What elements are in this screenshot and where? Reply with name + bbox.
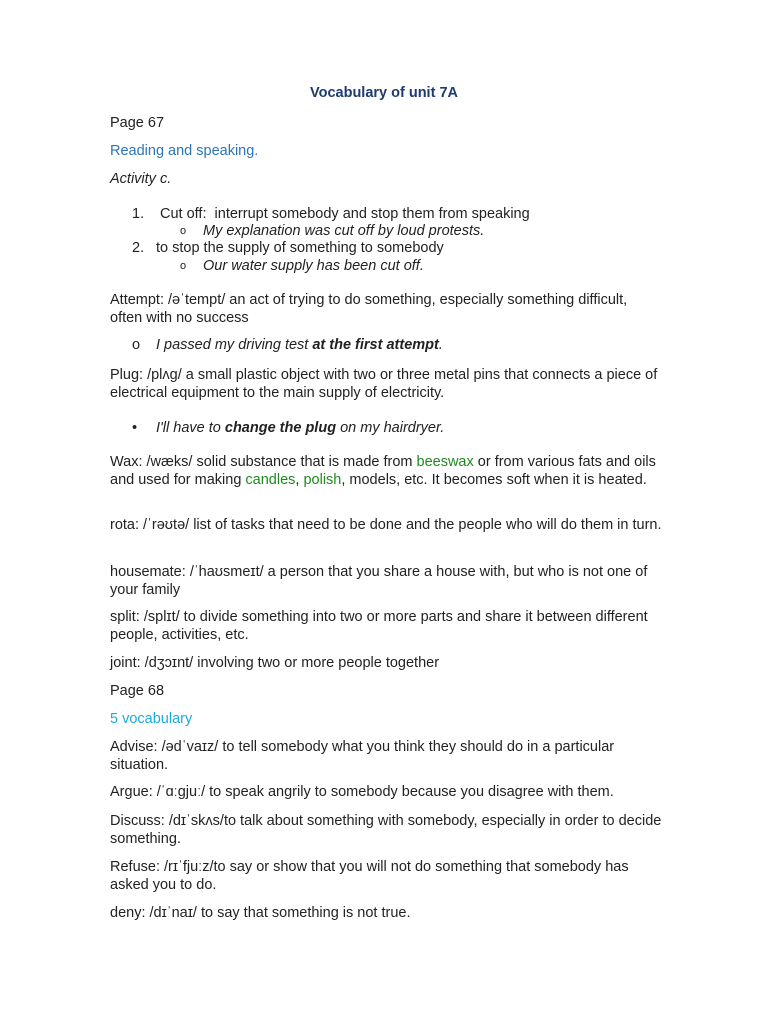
term: Cut off: xyxy=(160,206,207,222)
definition: /ˈhaʊsmeɪt/ a person that you share a house with, but who is not one of your family xyxy=(110,564,648,598)
term: split: xyxy=(110,609,140,625)
entry-wax xyxy=(110,453,662,489)
page-67-label: Page 67 xyxy=(110,115,165,131)
definition: , models, etc. It becomes soft when it is heated. xyxy=(341,472,647,488)
term: rota: xyxy=(110,517,140,533)
definition: /dɪˈnaɪ/ to say that something is not true. xyxy=(149,905,411,921)
sub-bullet-icon: o xyxy=(180,260,187,272)
entry-rota xyxy=(110,516,662,535)
definition: /dɪˈskʌs/to talk about something with somebody, especially in order to decide something. xyxy=(110,813,662,847)
definition: /wæks/ solid substance that is made from xyxy=(146,454,413,470)
link-beeswax[interactable]: beeswax xyxy=(416,454,474,470)
definition: /rɪˈfjuːz/to say or show that you will not do something that somebody has asked you to do. xyxy=(110,859,629,893)
example-plug xyxy=(156,419,444,437)
term: joint: xyxy=(110,655,141,671)
definition: /plʌg/ a small plastic object with two or three metal pins that connects a piece of electrical equipment to the main supply of electricity. xyxy=(110,367,658,401)
definition: /əˈtempt/ an act of trying to do something, especially something difficult, often with no success xyxy=(110,292,628,326)
entry-discuss xyxy=(110,812,662,848)
list-number: 1. xyxy=(132,206,145,222)
term: deny: xyxy=(110,905,146,921)
list-number: 2. xyxy=(132,240,145,256)
term: Discuss: xyxy=(110,813,165,829)
list-item xyxy=(160,205,530,223)
example: My explanation was cut off by loud protests. xyxy=(203,223,485,239)
link-candles[interactable]: candles xyxy=(245,472,296,488)
example: Our water supply has been cut off. xyxy=(203,258,424,274)
definition: /ˈrəʊtə/ list of tasks that need to be done and the people who will do them in turn. xyxy=(143,517,662,533)
entry-refuse xyxy=(110,858,662,894)
term: Attempt: xyxy=(110,292,164,308)
document-title: Vocabulary of unit 7A xyxy=(310,85,458,101)
example-emphasis: at the first attempt xyxy=(312,337,439,353)
term: Advise: xyxy=(110,739,158,755)
entry-housemate xyxy=(110,563,662,599)
entry-attempt xyxy=(110,291,662,327)
bullet-icon: • xyxy=(132,420,138,436)
bullet-icon: o xyxy=(132,337,141,353)
punctuation: , xyxy=(295,472,300,488)
definition: or from various fats and oils and used for making xyxy=(110,454,656,488)
sub-bullet-icon: o xyxy=(180,225,187,237)
term: Plug: xyxy=(110,367,144,383)
entry-plug xyxy=(110,366,662,402)
entry-joint xyxy=(110,654,662,672)
link-polish[interactable]: polish xyxy=(303,472,342,488)
definition: /splɪt/ to divide something into two or more parts and share it between different people, activities, etc. xyxy=(110,609,648,643)
term: Refuse: xyxy=(110,859,160,875)
example-text: I passed my driving test xyxy=(156,337,309,353)
definition: /ˈɑːgjuː/ to speak angrily to somebody because you disagree with them. xyxy=(156,784,614,800)
example-text: I'll have to xyxy=(156,420,221,436)
term: housemate: xyxy=(110,564,186,580)
entry-argue xyxy=(110,783,662,801)
term: Wax: xyxy=(110,454,143,470)
entry-advise xyxy=(110,738,662,774)
definition: /dʒɔɪnt/ involving two or more people together xyxy=(144,655,440,671)
entry-deny xyxy=(110,904,662,922)
page-68-label: Page 68 xyxy=(110,683,165,699)
activity-label: Activity c. xyxy=(110,171,172,187)
example-emphasis: change the plug xyxy=(224,420,337,436)
example-attempt xyxy=(156,336,443,354)
example-text: on my hairdryer. xyxy=(340,420,445,436)
list-item: to stop the supply of something to somebody xyxy=(156,240,444,256)
definition: /ədˈvaɪz/ to tell somebody what you think they should do in a particular situation. xyxy=(110,739,615,773)
entry-split xyxy=(110,608,662,644)
definition: interrupt somebody and stop them from speaking xyxy=(214,206,530,222)
term: Argue: xyxy=(110,784,153,800)
vocab-heading: 5 vocabulary xyxy=(110,711,193,727)
example-text: . xyxy=(438,337,443,353)
reading-heading: Reading and speaking. xyxy=(110,143,259,159)
